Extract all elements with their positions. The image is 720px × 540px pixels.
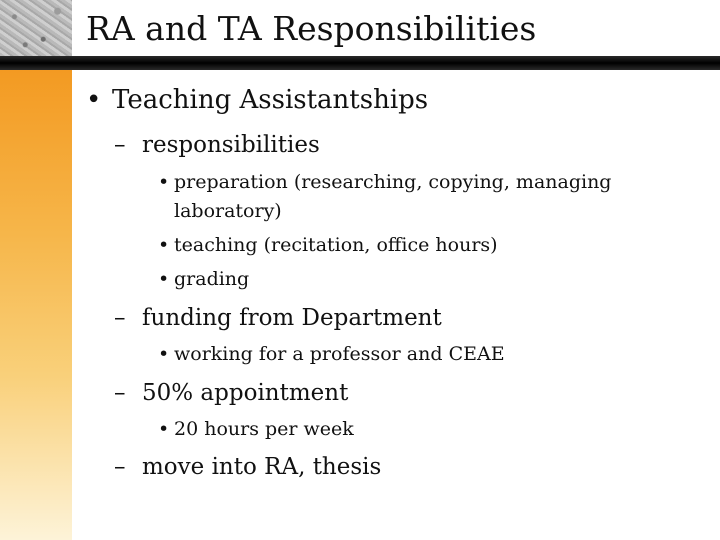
dot-icon: • — [158, 171, 170, 193]
detail-item — [158, 265, 249, 294]
dash-icon: – — [114, 305, 126, 331]
detail-text: grading — [174, 268, 250, 290]
detail-text: teaching (recitation, office hours) — [174, 234, 498, 256]
main-bullet — [86, 80, 428, 120]
sub-bullet-text: funding from Department — [142, 305, 442, 331]
sub-bullet-text: responsibilities — [142, 132, 320, 158]
left-gradient-band — [0, 70, 72, 540]
corner-texture — [0, 0, 72, 56]
detail-item — [158, 231, 498, 260]
detail-text-wrap: laboratory) — [174, 200, 282, 222]
sub-bullet-text: move into RA, thesis — [142, 454, 382, 480]
slide-title: RA and TA Responsibilities — [86, 9, 537, 48]
sub-bullet-appointment — [114, 376, 348, 410]
dot-icon: • — [158, 343, 170, 365]
sub-bullet-funding — [114, 301, 442, 335]
dot-icon: • — [158, 234, 170, 256]
dash-icon: – — [114, 454, 126, 480]
dash-icon: – — [114, 132, 126, 158]
detail-text: 20 hours per week — [174, 418, 354, 440]
detail-item — [158, 415, 354, 444]
detail-text: preparation (researching, copying, managing — [174, 171, 612, 193]
detail-item — [158, 340, 505, 369]
title-rule — [0, 56, 720, 70]
bullet-icon: • — [86, 85, 102, 115]
detail-item — [158, 168, 611, 226]
sub-bullet-thesis — [114, 450, 381, 484]
main-bullet-text: Teaching Assistantships — [112, 85, 429, 115]
dash-icon: – — [114, 380, 126, 406]
dot-icon: • — [158, 268, 170, 290]
sub-bullet-responsibilities — [114, 128, 320, 162]
sub-bullet-text: 50% appointment — [142, 380, 349, 406]
detail-text: working for a professor and CEAE — [174, 343, 505, 365]
dot-icon: • — [158, 418, 170, 440]
